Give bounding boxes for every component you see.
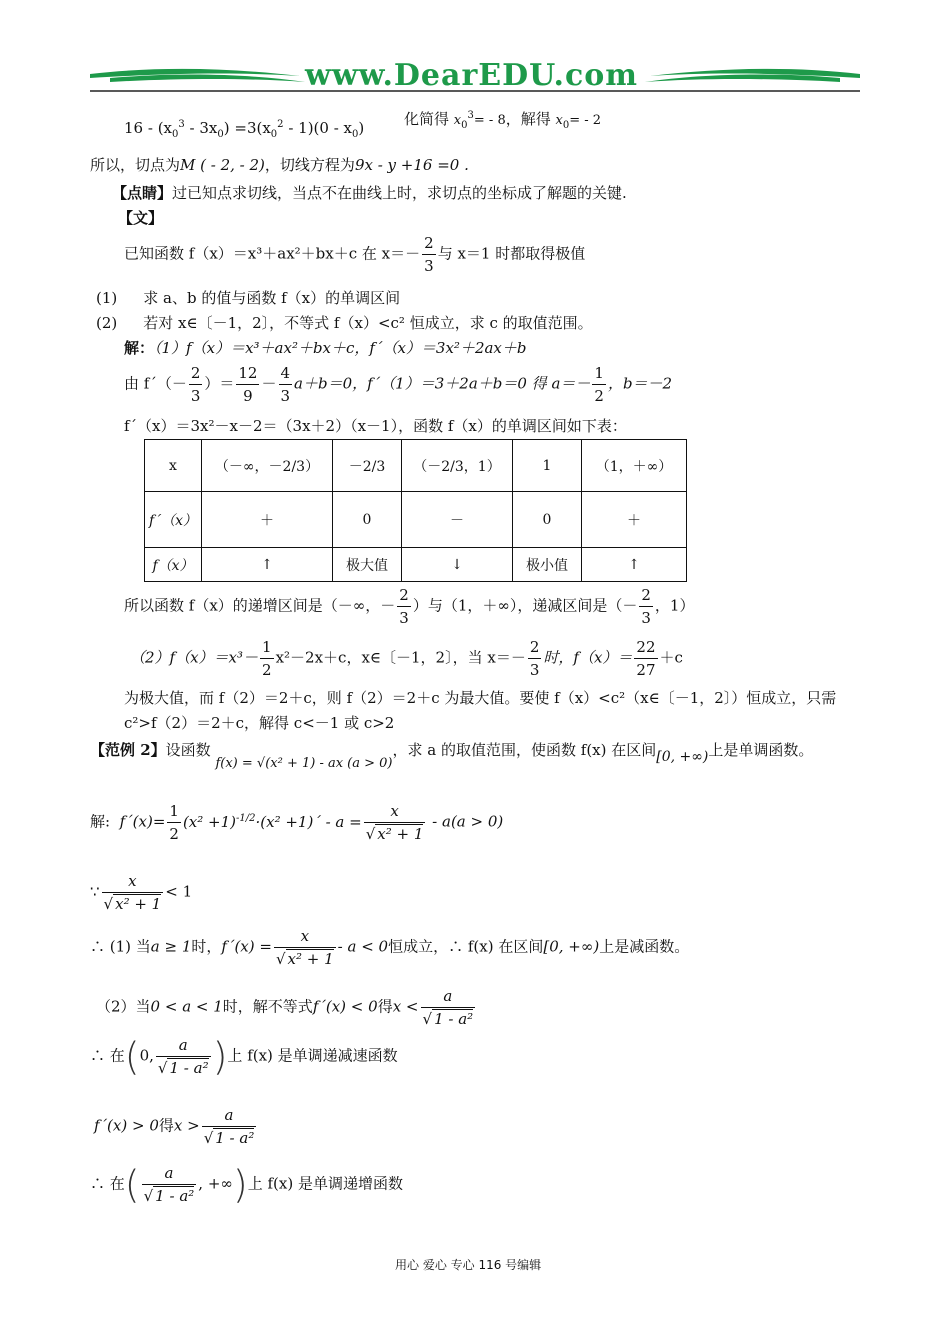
table-cell: ↑ <box>582 548 687 582</box>
eq-line-1: $16 - (x_0^3 - 3x_0) =3(x_0^2 - 1)(0 - x_0)$ <box>124 119 365 140</box>
table-cell: （1，＋∞） <box>582 440 687 492</box>
monotonicity-table <box>144 439 687 582</box>
table-cell: 极小值 <box>513 548 582 582</box>
table-cell: 0 <box>513 492 582 548</box>
table-cell: ＋ <box>582 492 687 548</box>
example-2: 【范例 2】设函数 f(x) = √(x² + 1) - ax (a > 0)，求 a 的取值范围，使函数 f(x) 在区间[0, +∞)上是单调函数。 <box>90 741 814 771</box>
table-cell: － <box>402 492 513 548</box>
table-cell: （－∞，－2/3） <box>202 440 333 492</box>
question-1: (1) 求 a、b 的值与函数 f（x）的单调区间 <box>96 289 401 307</box>
page-footer: 用心 爱心 专心 116 号编辑 <box>395 1258 542 1272</box>
max-line-2: c²>f（2）＝2＋c，解得 c<－1 或 c>2 <box>124 714 395 732</box>
solution-1: 解：（1）f（x）＝x³＋ax²＋bx＋c，f´（x）＝3x²＋2ax＋b <box>124 339 527 357</box>
part2: （2）f（x）＝x³－ $\frac{1}{2}$ x²－2x＋c，x∈〔－1，2〕，当 x＝－ $\frac{2}{3}$ 时，f（x）＝ $\frac{22}{27}$ ＋c <box>130 638 683 679</box>
table-cell: ↓ <box>402 548 513 582</box>
interval-increasing: ∴ 在( $\frac{a}{\text{√ 1 - a²}}$ , +∞)上 f(x) 是单调递增函数 <box>90 1162 403 1207</box>
derivative-line: f´（x）＝3x²－x－2＝（3x＋2）（x－1），函数 f（x）的单调区间如下表： <box>124 417 627 435</box>
table-cell: ↑ <box>202 548 333 582</box>
table-cell: f´（x） <box>145 492 202 548</box>
case-1: ∴ (1) 当a ≥ 1时，f´(x) = $\frac{x}{\text{√ x² + 1}}$ - a < 0恒成立，∴ f(x) 在区间[0, +∞)上是减函数。 <box>90 927 690 968</box>
interval-decreasing: ∴ 在(0, $\frac{a}{\text{√ 1 - a²}}$ )上 f(x) 是单调递减速函数 <box>90 1034 398 1079</box>
site-logo-text: www.DearEDU.com <box>305 58 639 93</box>
tangent-line: 所以，切点为M ( - 2, - 2)，切线方程为9x - y +16 =0 . <box>90 156 469 174</box>
case-2: （2）当0 < a < 1时，解不等式f´(x) < 0得x < $\frac{a}{\text{√ 1 - a²}}$ <box>96 987 474 1028</box>
table-cell: 0 <box>333 492 402 548</box>
derive-ab: 由 f´（－ $\frac{2}{3}$ ）＝ $\frac{12}{9}$ － $\frac{4}{3}$ a＋b＝0，f´（1）＝3＋2a＋b＝0 得 a＝－ $\frac{1}{2}$ ，b＝－2 <box>124 364 673 405</box>
problem-statement: 已知函数 f（x）＝x³＋ax²＋bx＋c 在 x＝－ $\frac{2}{3}$ 与 x＝1 时都取得极值 <box>124 234 586 275</box>
because-line: ∵ $\frac{x}{\text{√ x² + 1}}$ < 1 <box>90 872 193 913</box>
increasing-intervals: 所以函数 f（x）的递增区间是（－∞，－ $\frac{2}{3}$ ）与（1，＋∞），递减区间是（－ $\frac{2}{3}$ ，1） <box>124 586 695 627</box>
table-cell: 1 <box>513 440 582 492</box>
table-cell: f（x） <box>145 548 202 582</box>
max-line-1: 为极大值，而 f（2）＝2＋c，则 f（2）＝2＋c 为最大值。要使 f（x）<c²（x∈〔－1，2〕）恒成立，只需 <box>124 689 837 707</box>
question-2: (2) 若对 x∈〔－1，2〕，不等式 f（x）<c² 恒成立，求 c 的取值范围。 <box>96 314 593 332</box>
wen-tag: 【文】 <box>118 209 164 227</box>
simplify-text: 化简得 $x_0^3= - 8$，解得 $x_0= - 2$ <box>404 110 602 131</box>
table-cell: 极大值 <box>333 548 402 582</box>
table-cell: ＋ <box>202 492 333 548</box>
dianjing: 【点睛】过已知点求切线，当点不在曲线上时，求切点的坐标成了解题的关键. <box>112 184 627 202</box>
gt-line: f´(x) > 0得x > $\frac{a}{\text{√ 1 - a²}}$ <box>94 1106 255 1147</box>
table-cell: （－2/3，1） <box>402 440 513 492</box>
table-cell: x <box>145 440 202 492</box>
table-cell: －2/3 <box>333 440 402 492</box>
derivative-ex2: 解: f´(x)= $\frac{1}{2}$ $(x^2 +1)^{-1/2}\cdot(x^2$ +1)´ - a = $\frac{x}{\text{√ x² + 1}}$ - a(a > 0) <box>90 802 504 843</box>
